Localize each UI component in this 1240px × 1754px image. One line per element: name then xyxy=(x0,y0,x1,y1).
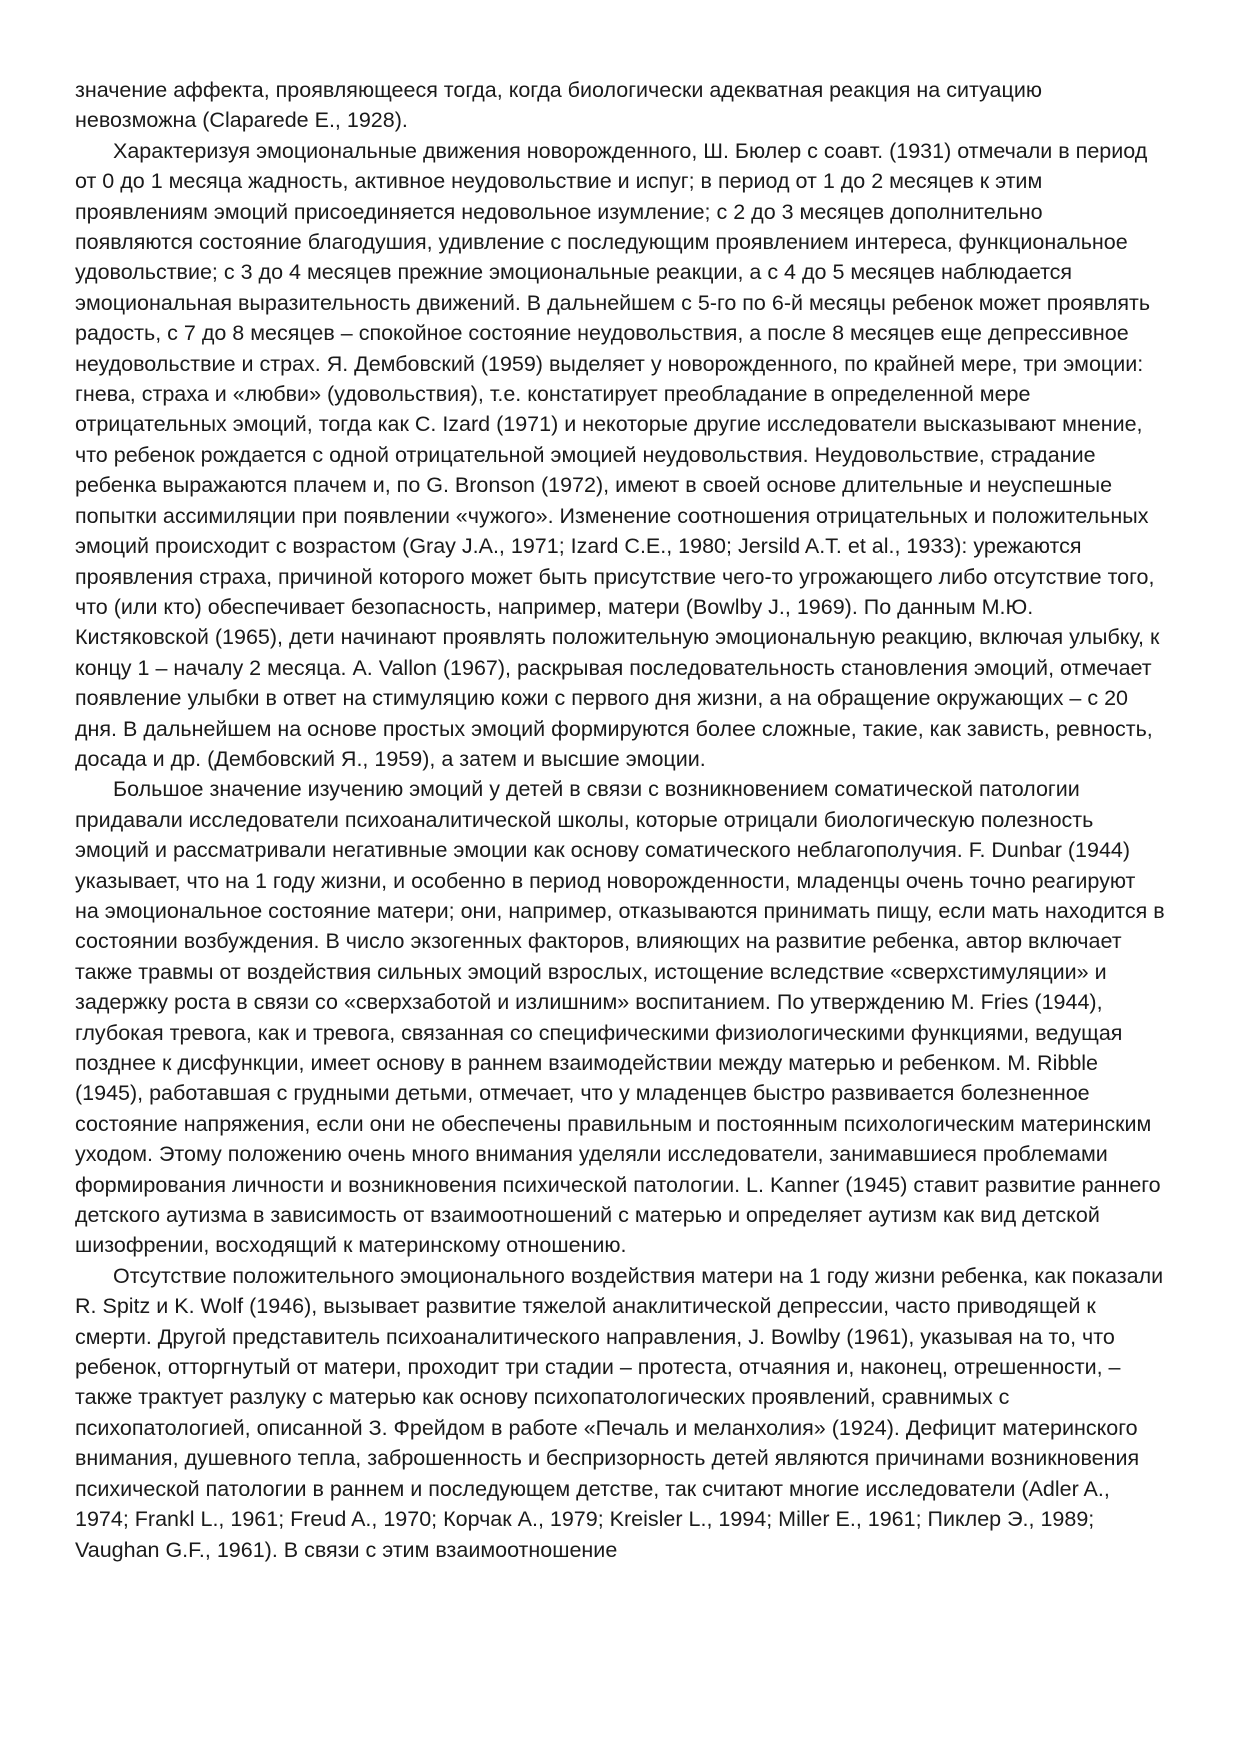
paragraph-newborn-emotions: Характеризуя эмоциональные движения новорожденного, Ш. Бюлер с соавт. (1931) отмечали в период от 0 до 1 месяца жадность, активное неудовольствие и испуг; в период от 1 до 2 месяцев к этим проявлениям эмоций присоединяется недовольное изумление; с 2 до 3 месяцев дополнительно появляются состояние благодушия, удивление с последующим проявлением интереса, функциональное удовольствие; с 3 до 4 месяцев прежние эмоциональные реакции, а с 4 до 5 месяцев наблюдается эмоциональная выразительность движений. В дальнейшем с 5-го по 6-й месяцы ребенок может проявлять радость, с 7 до 8 месяцев – спокойное состояние неудовольствия, а после 8 месяцев еще депрессивное неудовольствие и страх. Я. Дембовский (1959) выделяет у новорожденного, по крайней мере, три эмоции: гнева, страха и «любви» (удовольствия), т.е. констатирует преобладание в определенной мере отрицательных эмоций, тогда как C. Izard (1971) и некоторые другие исследователи высказывают мнение, что ребенок рождается с одной отрицательной эмоцией неудовольствия. Неудовольствие, страдание ребенка выражаются плачем и, по G. Bronson (1972), имеют в своей основе длительные и неуспешные попытки ассимиляции при появлении «чужого». Изменение соотношения отрицательных и положительных эмоций происходит с возрастом (Gray J.A., 1971; Izard C.E., 1980; Jersild A.T. et al., 1933): урежаются проявления страха, причиной которого может быть присутствие чего-то угрожающего либо отсутствие того, что (или кто) обеспечивает безопасность, например, матери (Bowlby J., 1969). По данным М.Ю. Кистяковской (1965), дети начинают проявлять положительную эмоциональную реакцию, включая улыбку, к концу 1 – началу 2 месяца. A. Vallon (1967), раскрывая последовательность становления эмоций, отмечает появление улыбки в ответ на стимуляцию кожи с первого дня жизни, а на обращение окружающих – с 20 дня. В дальнейшем на основе простых эмоций формируются более сложные, такие, как зависть, ревность, досада и др. (Дембовский Я., 1959), а затем и высшие эмоции. xyxy=(75,138,1160,771)
paragraph-psychoanalytic-school: Большое значение изучению эмоций у детей в связи с возникновением соматической патологии придавали исследователи психоаналитической школы, которые отрицали биологическую полезность эмоций и рассматривали негативные эмоции как основу соматического неблагополучия. F. Dunbar (1944) указывает, что на 1 году жизни, и особенно в период новорожденности, младенцы очень точно реагируют на эмоциональное состояние матери; они, например, отказываются принимать пищу, если мать находится в состоянии возбуждения. В число экзогенных факторов, влияющих на развитие ребенка, автор включает также травмы от воздействия сильных эмоций взрослых, истощение вследствие «сверхстимуляции» и задержку роста в связи со «сверхзаботой и излишним» воспитанием. По утверждению M. Fries (1944), глубокая тревога, как и тревога, связанная со специфическими физиологическими функциями, ведущая позднее к дисфункции, имеет основу в раннем взаимодействии между матерью и ребенком. M. Ribble (1945), работавшая с грудными детьми, отмечает, что у младенцев быстро развивается болезненное состояние напряжения, если они не обеспечены правильным и постоянным психологическим материнским уходом. Этому положению очень много внимания уделяли исследователи, занимавшиеся проблемами формирования личности и возникновения психической патологии. L. Kanner (1945) ставит развитие раннего детского аутизма в зависимость от взаимоотношений с матерью и определяет аутизм как вид детской шизофрении, восходящий к материнскому отношению. xyxy=(75,777,1165,1258)
paragraph-continuation: значение аффекта, проявляющееся тогда, когда биологически адекватная реакция на ситуацию невозможна (Claparede E., 1928). xyxy=(75,78,1042,133)
document-page xyxy=(75,75,1165,1565)
paragraph-maternal-deprivation: Отсутствие положительного эмоционального воздействия матери на 1 году жизни ребенка, как показали R. Spitz и K. Wolf (1946), вызывает развитие тяжелой анаклитической депрессии, часто приводящей к смерти. Другой представитель психоаналитического направления, J. Bowlby (1961), указывая на то, что ребенок, отторгнутый от матери, проходит три стадии – протеста, отчаяния и, наконец, отрешенности, – также трактует разлуку с матерью как основу психопатологических проявлений, сравнимых с психопатологией, описанной З. Фрейдом в работе «Печаль и меланхолия» (1924). Дефицит материнского внимания, душевного тепла, заброшенность и беспризорность детей являются причинами возникновения психической патологии в раннем и последующем детстве, так считают многие исследователи (Adler A., 1974; Frankl L., 1961; Freud A., 1970; Корчак А., 1979; Kreisler L., 1994; Miller E., 1961; Пиклер Э., 1989; Vaughan G.F., 1961). В связи с этим взаимоотношение xyxy=(75,1263,1164,1562)
